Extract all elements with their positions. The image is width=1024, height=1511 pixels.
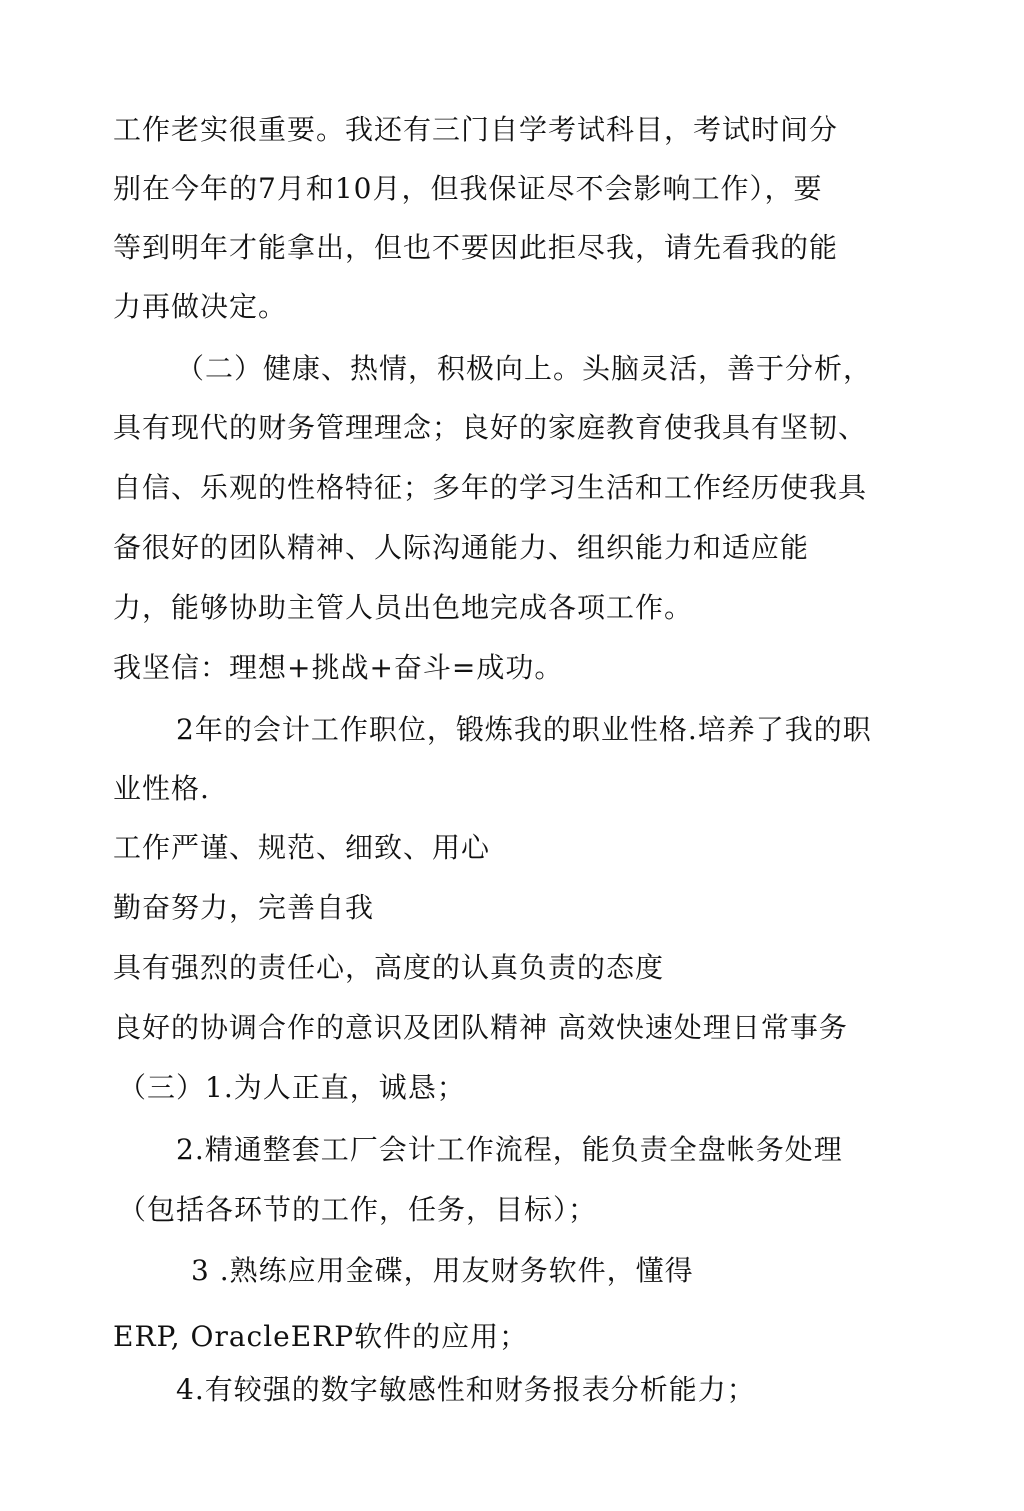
text-line-12: 业性格. [113,772,210,805]
text-line-16: 良好的协调合作的意识及团队精神 高效快速处理日常事务 [113,1011,848,1044]
text-line-18: 2.精通整套工厂会计工作流程，能负责全盘帐务处理 [176,1133,843,1166]
text-line-19: （包括各环节的工作，任务，目标）； [118,1193,598,1226]
text-line-9: 力，能够协助主管人员出色地完成各项工作。 [113,591,694,624]
text-line-10: 我坚信：理想+挑战+奋斗=成功。 [113,651,564,684]
text-line-21: ERP, OracleERP软件的应用； [113,1320,529,1353]
text-line-17: （三）1.为人正直，诚恳； [118,1071,466,1104]
text-line-6: 具有现代的财务管理理念；良好的家庭教育使我具有坚韧、 [113,411,868,444]
text-line-7: 自信、乐观的性格特征；多年的学习生活和工作经历使我具 [113,471,868,504]
text-line-4: 力再做决定。 [113,290,288,323]
text-line-3: 等到明年才能拿出，但也不要因此拒尽我，请先看我的能 [113,231,839,264]
text-line-5: （二）健康、热情，积极向上。头脑灵活，善于分析， [176,352,873,385]
text-line-13: 工作严谨、规范、细致、用心 [113,831,491,864]
text-line-2: 别在今年的7月和10月，但我保证尽不会影响工作），要 [113,172,823,205]
text-line-1: 工作老实很重要。我还有三门自学考试科目，考试时间分 [113,113,839,146]
text-line-11: 2年的会计工作职位，锻炼我的职业性格.培养了我的职 [176,713,872,746]
text-line-20: 3 .熟练应用金碟，用友财务软件，懂得 [191,1254,694,1287]
text-line-22: 4.有较强的数字敏感性和财务报表分析能力； [176,1373,756,1406]
text-line-15: 具有强烈的责任心，高度的认真负责的态度 [113,951,665,984]
text-line-14: 勤奋努力，完善自我 [113,891,375,924]
text-line-8: 备很好的团队精神、人际沟通能力、组织能力和适应能 [113,531,810,564]
